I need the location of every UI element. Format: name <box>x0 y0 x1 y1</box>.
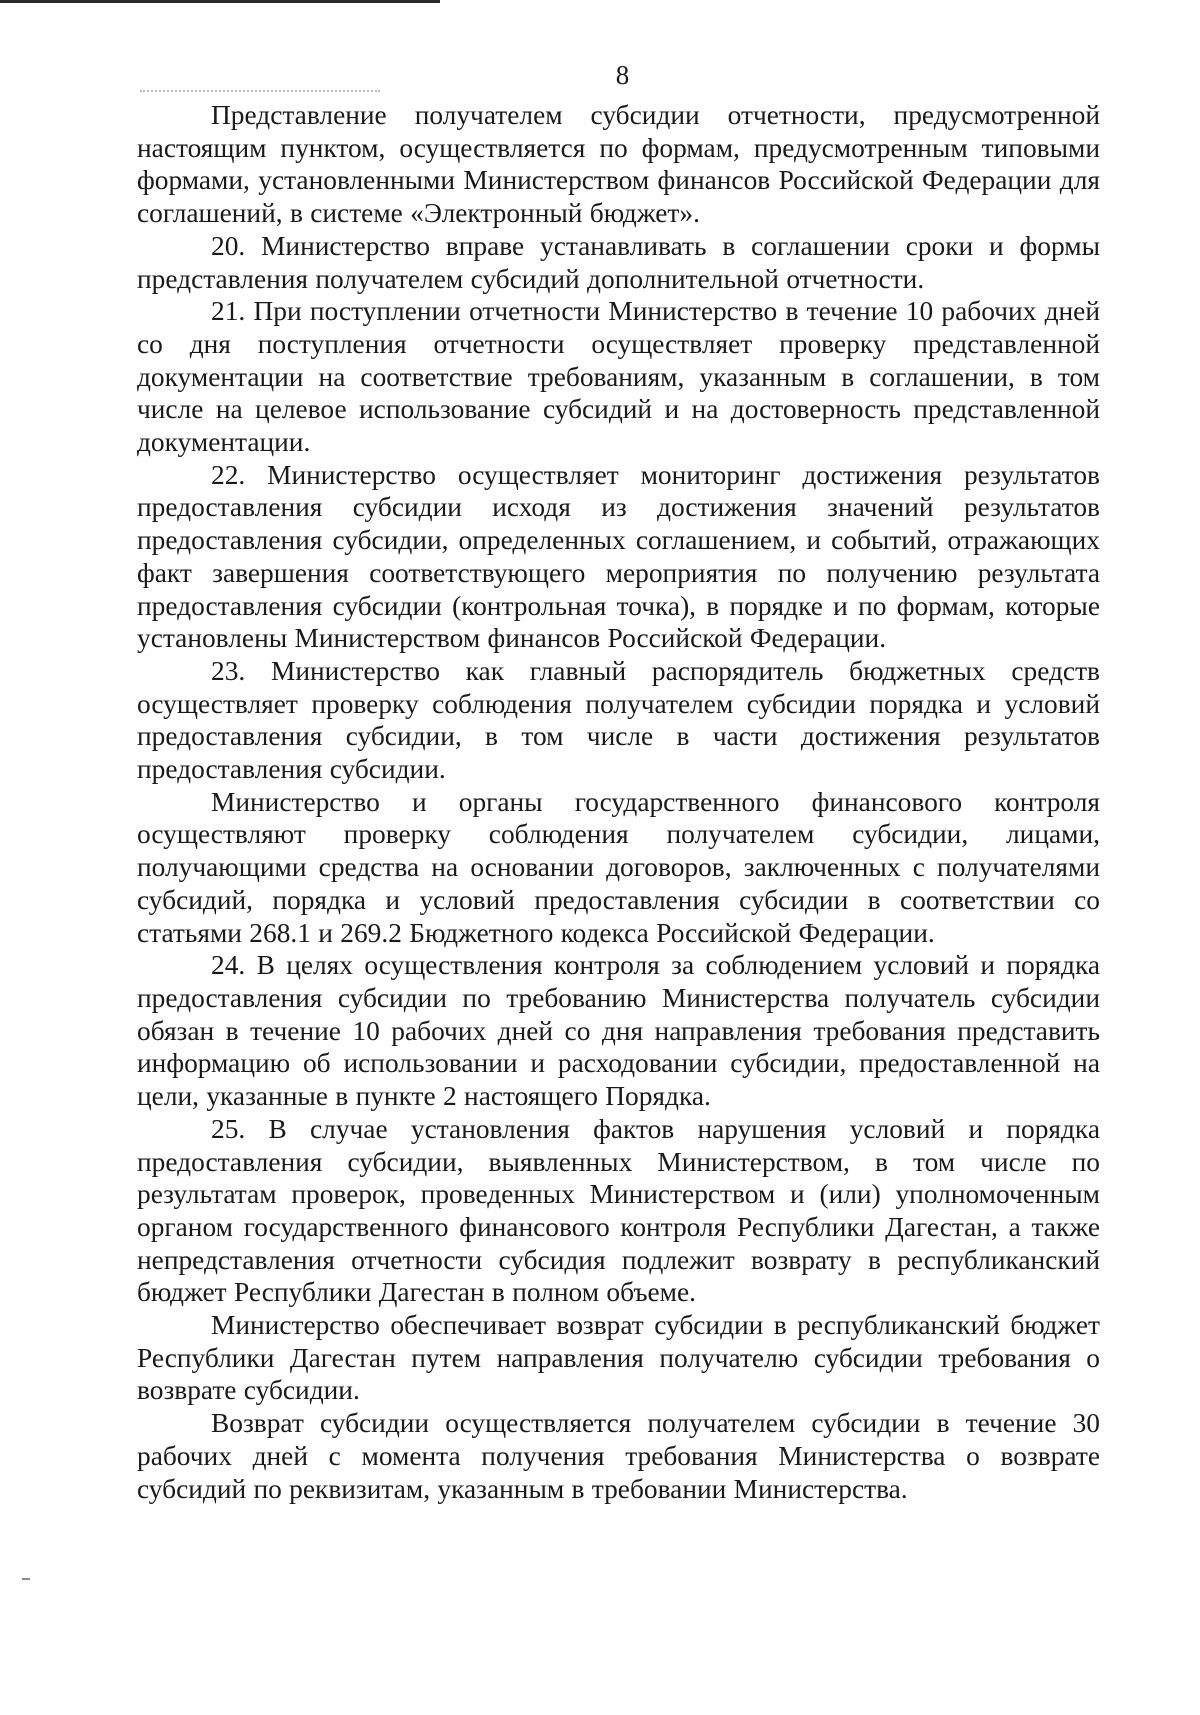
paragraph: 20. Министерство вправе устанавливать в соглашении сроки и формы представления получателем субсидий дополнительной отчетности. <box>137 230 1100 294</box>
paragraph: Представление получателем субсидии отчетности, предусмотренной настоящим пунктом, осуществляется по формам, предусмотренным типовыми формами, установленными Министерством финансов Российской Федерации для соглашений, в системе «Электронный бюджет». <box>137 100 1100 229</box>
paragraph: 21. При поступлении отчетности Министерство в течение 10 рабочих дней со дня поступления отчетности осуществляет проверку представленной документации на соответствие требованиям, указанным в соглашении, в том числе на целевое использование субсидий и на достоверность представленной документации. <box>137 296 1100 458</box>
scan-edge-line <box>0 0 440 3</box>
paragraph: 24. В целях осуществления контроля за соблюдением условий и порядка предоставления субсидии по требованию Министерства получатель субсидии обязан в течение 10 рабочих дней со дня направления требования представить информацию об использовании и расходовании субсидии, предоставленной на цели, указанные в пункте 2 настоящего Порядка. <box>137 950 1100 1112</box>
paragraph: 23. Министерство как главный распорядитель бюджетных средств осуществляет проверку соблюдения получателем субсидии порядка и условий предоставления субсидии, в том числе в части достижения результатов предоставления субсидии. <box>137 655 1100 785</box>
header-dotted-line <box>140 90 380 94</box>
document-body <box>137 99 1100 1505</box>
paragraph: Министерство обеспечивает возврат субсидии в республиканский бюджет Республики Дагестан путем направления получателю субсидии требования о возврате субсидии. <box>137 1310 1100 1406</box>
paragraph: 22. Министерство осуществляет мониторинг достижения результатов предоставления субсидии исходя из достижения значений результатов предоставления субсидии, определенных соглашением, и событий, отражающих факт завершения соответствующего мероприятия по получению результата предоставления субсидии (контрольная точка), в порядке и по формам, которые установлены Министерством финансов Российской Федерации. <box>137 459 1100 654</box>
paragraph: Министерство и органы государственного финансового контроля осуществляют проверку соблюдения получателем субсидии, лицами, получающими средства на основании договоров, заключенных с получателями субсидий, порядка и условий предоставления субсидии в соответствии со статьями 268.1 и 269.2 Бюджетного кодекса Российской Федерации. <box>137 786 1100 948</box>
margin-mark <box>22 1578 30 1580</box>
page-number: 8 <box>615 60 630 90</box>
paragraph: 25. В случае установления фактов нарушения условий и порядка предоставления субсидии, выявленных Министерством, в том числе по результатам проверок, проведенных Министерством и (или) уполномоченным органом государственного финансового контроля Республики Дагестан, а также непредставления отчетности субсидия подлежит возврату в республиканский бюджет Республики Дагестан в полном объеме. <box>137 1113 1100 1308</box>
paragraph: Возврат субсидии осуществляется получателем субсидии в течение 30 рабочих дней с момента получения требования Министерства о возврате субсидий по реквизитам, указанным в требовании Министерства. <box>137 1408 1100 1504</box>
